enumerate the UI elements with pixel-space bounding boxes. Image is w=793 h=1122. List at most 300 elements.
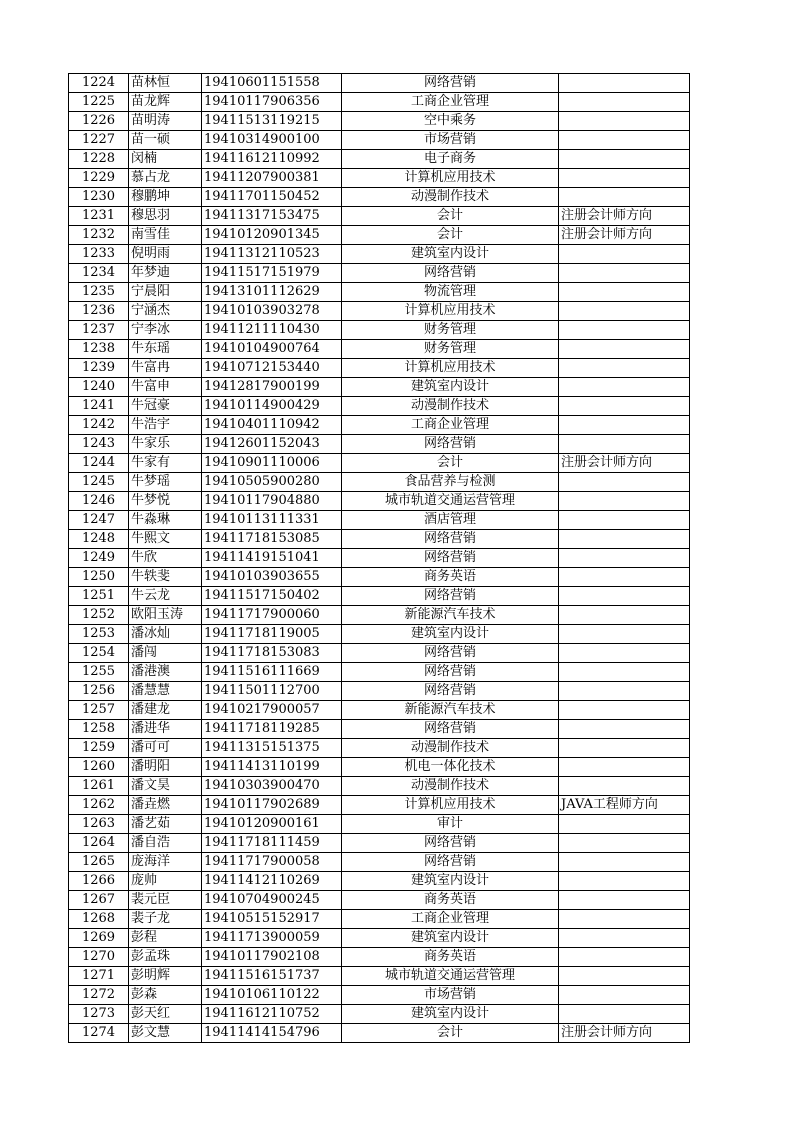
major-cell: 物流管理 [342, 283, 559, 302]
student-name-cell: 穆鹏坤 [129, 188, 202, 207]
major-cell: 网络营销 [342, 663, 559, 682]
student-id-cell: 19410113111331 [202, 511, 342, 530]
student-name-cell: 宁晨阳 [129, 283, 202, 302]
row-number-cell: 1254 [69, 644, 129, 663]
table-row [69, 131, 690, 150]
student-id-cell: 19411717900060 [202, 606, 342, 625]
row-number-cell: 1242 [69, 416, 129, 435]
table-row [69, 492, 690, 511]
student-name-cell: 牛冠豪 [129, 397, 202, 416]
row-number-cell: 1233 [69, 245, 129, 264]
direction-cell [559, 625, 690, 644]
student-id-cell: 19410505900280 [202, 473, 342, 492]
table-row [69, 207, 690, 226]
direction-cell [559, 1005, 690, 1024]
student-id-cell: 19410601151558 [202, 74, 342, 93]
direction-cell [559, 359, 690, 378]
row-number-cell: 1243 [69, 435, 129, 454]
student-id-cell: 19410401110942 [202, 416, 342, 435]
table-row [69, 1005, 690, 1024]
student-id-cell: 19410704900245 [202, 891, 342, 910]
direction-cell [559, 302, 690, 321]
student-id-cell: 19411412110269 [202, 872, 342, 891]
student-name-cell: 庞海洋 [129, 853, 202, 872]
row-number-cell: 1264 [69, 834, 129, 853]
student-name-cell: 欧阳玉涛 [129, 606, 202, 625]
direction-cell [559, 321, 690, 340]
student-name-cell: 裴子龙 [129, 910, 202, 929]
major-cell: 建筑室内设计 [342, 378, 559, 397]
major-cell: 会计 [342, 226, 559, 245]
student-id-cell: 19411419151041 [202, 549, 342, 568]
table-row [69, 473, 690, 492]
student-name-cell: 宁涵杰 [129, 302, 202, 321]
row-number-cell: 1234 [69, 264, 129, 283]
student-name-cell: 倪明雨 [129, 245, 202, 264]
student-name-cell: 潘自浩 [129, 834, 202, 853]
student-id-cell: 19411612110752 [202, 1005, 342, 1024]
major-cell: 会计 [342, 207, 559, 226]
table-row [69, 226, 690, 245]
major-cell: 商务英语 [342, 891, 559, 910]
row-number-cell: 1274 [69, 1024, 129, 1043]
table-row [69, 378, 690, 397]
student-name-cell: 苗林恒 [129, 74, 202, 93]
table-row [69, 530, 690, 549]
student-id-cell: 19410515152917 [202, 910, 342, 929]
student-name-cell: 彭明辉 [129, 967, 202, 986]
student-name-cell: 慕占龙 [129, 169, 202, 188]
direction-cell [559, 568, 690, 587]
student-name-cell: 彭孟珠 [129, 948, 202, 967]
table-row [69, 245, 690, 264]
table-row [69, 872, 690, 891]
row-number-cell: 1259 [69, 739, 129, 758]
direction-cell [559, 473, 690, 492]
student-name-cell: 牛富冉 [129, 359, 202, 378]
major-cell: 网络营销 [342, 853, 559, 872]
student-id-cell: 19410103903655 [202, 568, 342, 587]
major-cell: 食品营养与检测 [342, 473, 559, 492]
student-name-cell: 牛浩宇 [129, 416, 202, 435]
student-name-cell: 牛梦瑶 [129, 473, 202, 492]
direction-cell [559, 929, 690, 948]
direction-cell [559, 188, 690, 207]
student-id-cell: 19411414154796 [202, 1024, 342, 1043]
row-number-cell: 1239 [69, 359, 129, 378]
student-name-cell: 彭程 [129, 929, 202, 948]
major-cell: 工商企业管理 [342, 416, 559, 435]
student-name-cell: 牛富申 [129, 378, 202, 397]
student-id-cell: 19411513119215 [202, 112, 342, 131]
table-row [69, 606, 690, 625]
major-cell: 网络营销 [342, 720, 559, 739]
direction-cell: 注册会计师方向 [559, 454, 690, 473]
major-cell: 市场营销 [342, 131, 559, 150]
direction-cell [559, 720, 690, 739]
student-id-cell: 19413101112629 [202, 283, 342, 302]
table-row [69, 397, 690, 416]
major-cell: 计算机应用技术 [342, 302, 559, 321]
table-row [69, 910, 690, 929]
major-cell: 城市轨道交通运营管理 [342, 492, 559, 511]
major-cell: 网络营销 [342, 834, 559, 853]
direction-cell [559, 416, 690, 435]
student-name-cell: 穆思羽 [129, 207, 202, 226]
table-row [69, 948, 690, 967]
major-cell: 建筑室内设计 [342, 872, 559, 891]
direction-cell [559, 492, 690, 511]
row-number-cell: 1266 [69, 872, 129, 891]
student-name-cell: 潘闯 [129, 644, 202, 663]
major-cell: 商务英语 [342, 948, 559, 967]
student-id-cell: 19410120901345 [202, 226, 342, 245]
major-cell: 网络营销 [342, 549, 559, 568]
student-name-cell: 牛东瑶 [129, 340, 202, 359]
student-id-cell: 19411718153083 [202, 644, 342, 663]
major-cell: 动漫制作技术 [342, 777, 559, 796]
table-row [69, 967, 690, 986]
row-number-cell: 1227 [69, 131, 129, 150]
table-row [69, 264, 690, 283]
direction-cell [559, 910, 690, 929]
table-row [69, 644, 690, 663]
major-cell: 计算机应用技术 [342, 359, 559, 378]
major-cell: 动漫制作技术 [342, 397, 559, 416]
table-row [69, 359, 690, 378]
direction-cell [559, 758, 690, 777]
direction-cell [559, 815, 690, 834]
direction-cell [559, 549, 690, 568]
row-number-cell: 1269 [69, 929, 129, 948]
student-name-cell: 潘进华 [129, 720, 202, 739]
row-number-cell: 1245 [69, 473, 129, 492]
student-name-cell: 潘冰灿 [129, 625, 202, 644]
table-row [69, 929, 690, 948]
student-id-cell: 19410712153440 [202, 359, 342, 378]
direction-cell [559, 112, 690, 131]
direction-cell [559, 891, 690, 910]
student-id-cell: 19411312110523 [202, 245, 342, 264]
major-cell: 酒店管理 [342, 511, 559, 530]
major-cell: 网络营销 [342, 644, 559, 663]
direction-cell [559, 435, 690, 454]
student-id-cell: 19411701150452 [202, 188, 342, 207]
table-row [69, 587, 690, 606]
row-number-cell: 1240 [69, 378, 129, 397]
table-row [69, 796, 690, 815]
major-cell: 动漫制作技术 [342, 188, 559, 207]
table-row [69, 511, 690, 530]
row-number-cell: 1248 [69, 530, 129, 549]
student-name-cell: 庞帅 [129, 872, 202, 891]
student-id-cell: 19410114900429 [202, 397, 342, 416]
direction-cell [559, 701, 690, 720]
direction-cell [559, 853, 690, 872]
direction-cell [559, 131, 690, 150]
row-number-cell: 1235 [69, 283, 129, 302]
table-row [69, 188, 690, 207]
student-roster-table [68, 73, 690, 1043]
table-row [69, 682, 690, 701]
major-cell: 会计 [342, 1024, 559, 1043]
student-name-cell: 牛梦悦 [129, 492, 202, 511]
student-name-cell: 潘明阳 [129, 758, 202, 777]
student-id-cell: 19411317153475 [202, 207, 342, 226]
direction-cell [559, 169, 690, 188]
student-id-cell: 19411211110430 [202, 321, 342, 340]
row-number-cell: 1252 [69, 606, 129, 625]
row-number-cell: 1228 [69, 150, 129, 169]
direction-cell: 注册会计师方向 [559, 1024, 690, 1043]
row-number-cell: 1261 [69, 777, 129, 796]
row-number-cell: 1271 [69, 967, 129, 986]
row-number-cell: 1247 [69, 511, 129, 530]
major-cell: 审计 [342, 815, 559, 834]
student-name-cell: 牛云龙 [129, 587, 202, 606]
student-id-cell: 19411612110992 [202, 150, 342, 169]
direction-cell [559, 948, 690, 967]
table-row [69, 720, 690, 739]
major-cell: 建筑室内设计 [342, 625, 559, 644]
student-id-cell: 19410103903278 [202, 302, 342, 321]
major-cell: 网络营销 [342, 530, 559, 549]
major-cell: 网络营销 [342, 435, 559, 454]
direction-cell [559, 150, 690, 169]
student-name-cell: 彭天红 [129, 1005, 202, 1024]
table-row [69, 150, 690, 169]
row-number-cell: 1244 [69, 454, 129, 473]
student-id-cell: 19411516151737 [202, 967, 342, 986]
row-number-cell: 1255 [69, 663, 129, 682]
direction-cell [559, 872, 690, 891]
row-number-cell: 1272 [69, 986, 129, 1005]
student-id-cell: 19412817900199 [202, 378, 342, 397]
table-row [69, 416, 690, 435]
roster-body [69, 74, 690, 1043]
major-cell: 新能源汽车技术 [342, 606, 559, 625]
table-row [69, 891, 690, 910]
student-name-cell: 牛轶斐 [129, 568, 202, 587]
row-number-cell: 1270 [69, 948, 129, 967]
row-number-cell: 1257 [69, 701, 129, 720]
row-number-cell: 1236 [69, 302, 129, 321]
student-id-cell: 19410117902108 [202, 948, 342, 967]
student-id-cell: 19410303900470 [202, 777, 342, 796]
row-number-cell: 1229 [69, 169, 129, 188]
table-row [69, 435, 690, 454]
student-name-cell: 苗龙辉 [129, 93, 202, 112]
direction-cell [559, 663, 690, 682]
direction-cell [559, 340, 690, 359]
student-name-cell: 潘建龙 [129, 701, 202, 720]
table-row [69, 777, 690, 796]
major-cell: 空中乘务 [342, 112, 559, 131]
direction-cell [559, 587, 690, 606]
row-number-cell: 1268 [69, 910, 129, 929]
row-number-cell: 1256 [69, 682, 129, 701]
student-name-cell: 苗明涛 [129, 112, 202, 131]
row-number-cell: 1241 [69, 397, 129, 416]
student-id-cell: 19411717900058 [202, 853, 342, 872]
major-cell: 商务英语 [342, 568, 559, 587]
student-id-cell: 19410217900057 [202, 701, 342, 720]
direction-cell [559, 739, 690, 758]
student-name-cell: 牛家有 [129, 454, 202, 473]
major-cell: 建筑室内设计 [342, 1005, 559, 1024]
row-number-cell: 1251 [69, 587, 129, 606]
student-id-cell: 19411713900059 [202, 929, 342, 948]
table-row [69, 549, 690, 568]
student-id-cell: 19411413110199 [202, 758, 342, 777]
direction-cell: 注册会计师方向 [559, 226, 690, 245]
student-id-cell: 19411718119005 [202, 625, 342, 644]
direction-cell [559, 986, 690, 1005]
row-number-cell: 1232 [69, 226, 129, 245]
row-number-cell: 1273 [69, 1005, 129, 1024]
row-number-cell: 1224 [69, 74, 129, 93]
direction-cell: JAVA工程师方向 [559, 796, 690, 815]
student-id-cell: 19411516111669 [202, 663, 342, 682]
direction-cell [559, 93, 690, 112]
table-row [69, 625, 690, 644]
table-row [69, 701, 690, 720]
student-id-cell: 19410104900764 [202, 340, 342, 359]
student-id-cell: 19410314900100 [202, 131, 342, 150]
table-row [69, 986, 690, 1005]
row-number-cell: 1230 [69, 188, 129, 207]
student-name-cell: 牛淼琳 [129, 511, 202, 530]
table-row [69, 758, 690, 777]
student-name-cell: 潘垚燃 [129, 796, 202, 815]
table-row [69, 302, 690, 321]
row-number-cell: 1226 [69, 112, 129, 131]
major-cell: 财务管理 [342, 321, 559, 340]
major-cell: 计算机应用技术 [342, 169, 559, 188]
student-id-cell: 19411501112700 [202, 682, 342, 701]
row-number-cell: 1265 [69, 853, 129, 872]
table-row [69, 112, 690, 131]
student-id-cell: 19411315151375 [202, 739, 342, 758]
student-name-cell: 年梦迪 [129, 264, 202, 283]
direction-cell [559, 264, 690, 283]
major-cell: 网络营销 [342, 682, 559, 701]
student-id-cell: 19410117906356 [202, 93, 342, 112]
major-cell: 建筑室内设计 [342, 929, 559, 948]
major-cell: 建筑室内设计 [342, 245, 559, 264]
row-number-cell: 1267 [69, 891, 129, 910]
student-id-cell: 19411207900381 [202, 169, 342, 188]
direction-cell [559, 378, 690, 397]
table-row [69, 834, 690, 853]
student-name-cell: 潘港澳 [129, 663, 202, 682]
direction-cell [559, 530, 690, 549]
row-number-cell: 1250 [69, 568, 129, 587]
student-id-cell: 19411718119285 [202, 720, 342, 739]
direction-cell [559, 74, 690, 93]
student-name-cell: 潘文昊 [129, 777, 202, 796]
direction-cell [559, 777, 690, 796]
student-id-cell: 19410117904880 [202, 492, 342, 511]
student-name-cell: 宁李冰 [129, 321, 202, 340]
student-id-cell: 19410117902689 [202, 796, 342, 815]
major-cell: 网络营销 [342, 587, 559, 606]
student-id-cell: 19410901110006 [202, 454, 342, 473]
row-number-cell: 1231 [69, 207, 129, 226]
major-cell: 电子商务 [342, 150, 559, 169]
table-row [69, 283, 690, 302]
row-number-cell: 1263 [69, 815, 129, 834]
major-cell: 动漫制作技术 [342, 739, 559, 758]
student-id-cell: 19411517151979 [202, 264, 342, 283]
major-cell: 会计 [342, 454, 559, 473]
row-number-cell: 1253 [69, 625, 129, 644]
table-row [69, 853, 690, 872]
student-name-cell: 彭文慧 [129, 1024, 202, 1043]
direction-cell [559, 644, 690, 663]
student-id-cell: 19412601152043 [202, 435, 342, 454]
table-row [69, 321, 690, 340]
row-number-cell: 1246 [69, 492, 129, 511]
table-row [69, 1024, 690, 1043]
student-name-cell: 彭森 [129, 986, 202, 1005]
direction-cell [559, 606, 690, 625]
major-cell: 计算机应用技术 [342, 796, 559, 815]
student-name-cell: 潘慧慧 [129, 682, 202, 701]
student-name-cell: 苗一硕 [129, 131, 202, 150]
row-number-cell: 1249 [69, 549, 129, 568]
row-number-cell: 1237 [69, 321, 129, 340]
direction-cell [559, 245, 690, 264]
student-name-cell: 裴元臣 [129, 891, 202, 910]
student-name-cell: 南雪佳 [129, 226, 202, 245]
direction-cell: 注册会计师方向 [559, 207, 690, 226]
direction-cell [559, 834, 690, 853]
major-cell: 城市轨道交通运营管理 [342, 967, 559, 986]
table-row [69, 815, 690, 834]
table-row [69, 568, 690, 587]
major-cell: 市场营销 [342, 986, 559, 1005]
direction-cell [559, 682, 690, 701]
major-cell: 工商企业管理 [342, 910, 559, 929]
direction-cell [559, 283, 690, 302]
major-cell: 新能源汽车技术 [342, 701, 559, 720]
student-name-cell: 闵楠 [129, 150, 202, 169]
major-cell: 网络营销 [342, 74, 559, 93]
major-cell: 工商企业管理 [342, 93, 559, 112]
row-number-cell: 1258 [69, 720, 129, 739]
table-row [69, 169, 690, 188]
row-number-cell: 1262 [69, 796, 129, 815]
direction-cell [559, 511, 690, 530]
student-id-cell: 19411718153085 [202, 530, 342, 549]
row-number-cell: 1225 [69, 93, 129, 112]
direction-cell [559, 397, 690, 416]
major-cell: 网络营销 [342, 264, 559, 283]
direction-cell [559, 967, 690, 986]
student-name-cell: 潘可可 [129, 739, 202, 758]
student-id-cell: 19411718111459 [202, 834, 342, 853]
table-row [69, 663, 690, 682]
table-row [69, 739, 690, 758]
student-name-cell: 牛家乐 [129, 435, 202, 454]
table-row [69, 454, 690, 473]
table-row [69, 340, 690, 359]
major-cell: 机电一体化技术 [342, 758, 559, 777]
student-name-cell: 牛欣 [129, 549, 202, 568]
student-id-cell: 19410120900161 [202, 815, 342, 834]
student-id-cell: 19410106110122 [202, 986, 342, 1005]
